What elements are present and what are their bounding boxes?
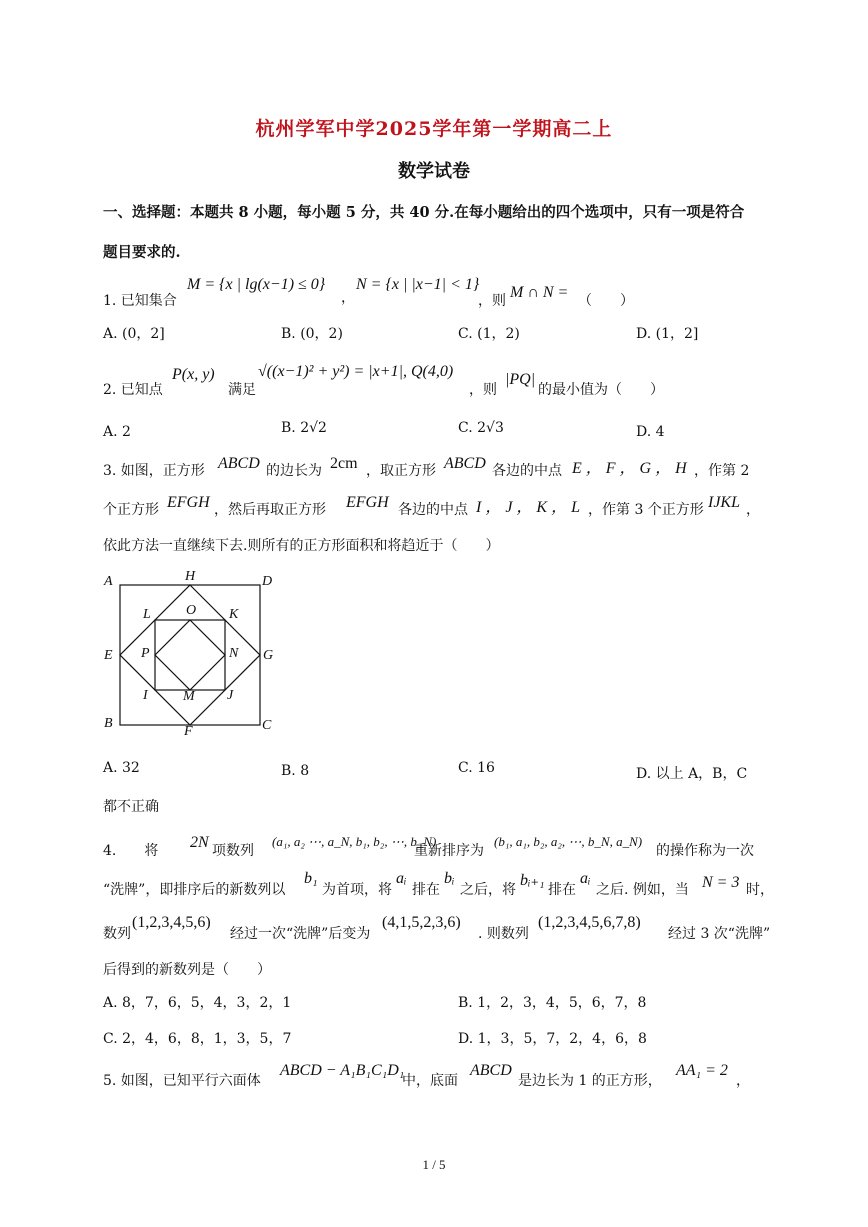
exam-title: 杭州学军中学2025学年第一学期高二上: [255, 118, 613, 140]
q4-line3-a: 数列: [103, 926, 131, 942]
q5-text-c: 是边长为 1 的正方形，: [518, 1073, 662, 1089]
q5-text-a: 5. 如图，已知平行六面体: [103, 1073, 261, 1089]
q4-sequence-original: (a₁, a₂ ⋯, a_N, b₁, b₂, ⋯, b_N): [272, 834, 437, 849]
q5-edge: AA₁ = 2: [676, 1062, 728, 1079]
q4-line4: 后得到的新数列是（ ）: [103, 962, 271, 978]
label-n: N: [229, 646, 239, 661]
q4-b1: b₁: [304, 870, 318, 887]
q3-option-c: C. 16: [458, 760, 495, 776]
label-j: J: [227, 688, 234, 703]
q3-midpoints-efgh: E ， F ， G ， H: [572, 460, 687, 477]
q4-option-d: D. 1，3，5，7，2，4，6，8: [458, 1031, 647, 1047]
q3-square-efgh-2: EFGH: [346, 494, 389, 511]
q1-option-c: C. (1，2): [458, 326, 520, 342]
q4-line3-d: 经过 3 次“洗牌”: [668, 926, 771, 942]
q4-example-result: (4,1,5,2,3,6): [382, 914, 461, 931]
q4-line3-b: 经过一次“洗牌”后变为: [230, 926, 371, 942]
q5-text-b: 中，底面: [402, 1073, 458, 1089]
q4-bi-plus-1: bᵢ₊₁: [520, 872, 545, 889]
q4-line3-c: . 则数列: [478, 926, 529, 942]
q4-line1-a: 4. 将: [103, 843, 159, 859]
q4-bi: bᵢ: [444, 870, 455, 887]
label-o: O: [186, 603, 197, 618]
q3-line2-b: ，然后再取正方形: [214, 502, 326, 518]
q3-square-abcd: ABCD: [218, 455, 260, 472]
q4-line1-d: 的操作称为一次: [656, 843, 754, 859]
q2-suffix: 的最小值为（ ）: [538, 382, 664, 398]
q3-line1-b: 的边长为: [266, 463, 322, 479]
q2-option-c: C. 2√3: [458, 420, 504, 436]
q4-line2-f: 之后. 例如，当: [596, 882, 689, 898]
q5-base: ABCD: [470, 1062, 512, 1079]
q4-option-c: C. 2，4，6，8，1，3，5，7: [103, 1031, 292, 1047]
q4-n-equals-3: N = 3: [702, 874, 740, 891]
q3-line1-e: ，作第 2: [694, 463, 750, 479]
q4-example-sequence: (1,2,3,4,5,6): [132, 914, 211, 931]
q4-2n: 2N: [190, 834, 209, 851]
q3-line2-e: ，: [746, 502, 760, 518]
q3-midpoints-ijkl: I ， J ， K ， L: [476, 499, 581, 516]
q4-option-b: B. 1，2，3，4，5，6，7，8: [458, 995, 647, 1011]
q5-text-d: ，: [736, 1073, 750, 1089]
q2-option-b: B. 2√2: [281, 420, 327, 436]
q1-set-m: M = {x | lg(x−1) ≤ 0}: [187, 276, 326, 293]
q4-line2-a: “洗牌”，即排序后的新数列以: [103, 882, 286, 898]
q4-line2-d: 之后，将: [460, 882, 516, 898]
q3-square-ijkl: IJKL: [708, 494, 740, 511]
q3-square-efgh: EFGH: [167, 494, 210, 511]
q4-line2-e: 排在: [548, 882, 576, 898]
q4-target-sequence: (1,2,3,4,5,6,7,8): [538, 914, 641, 931]
q4-ai-2: aᵢ: [580, 870, 591, 887]
label-m: M: [183, 689, 195, 704]
label-l: L: [143, 607, 151, 622]
square-ijkl: [155, 620, 225, 690]
label-g: G: [263, 648, 274, 663]
q3-line2-d: ，作第 3 个正方形: [588, 502, 704, 518]
q5-solid: ABCD − A₁B₁C₁D₁: [280, 1062, 405, 1079]
q1-mid: ，则: [478, 293, 506, 309]
q4-option-a: A. 8，7，6，5，4，3，2，1: [103, 995, 292, 1011]
label-c: C: [262, 718, 272, 733]
q4-line2-b: 为首项，将: [322, 882, 392, 898]
q2-option-d: D. 4: [636, 424, 665, 440]
q1-option-d: D. (1，2]: [636, 326, 699, 342]
q3-side-length: 2cm: [330, 455, 358, 472]
q3-line1-d: 各边的中点: [492, 463, 562, 479]
q4-line2-c: 排在: [412, 882, 440, 898]
q2-option-a: A. 2: [103, 424, 131, 440]
exam-subtitle: 数学试卷: [398, 161, 470, 182]
q2-mid2: ，则: [469, 382, 497, 398]
label-h: H: [185, 569, 196, 584]
label-k: K: [229, 607, 239, 622]
q2-condition: √((x−1)² + y²) = |x+1|, Q(4,0): [258, 363, 454, 380]
q1-expr: M ∩ N =: [510, 284, 569, 301]
q3-line2-a: 个正方形: [103, 502, 159, 518]
q3-line3: 依此方法一直继续下去.则所有的正方形面积和将趋近于（ ）: [103, 538, 500, 554]
q3-line1-a: 3. 如图，正方形: [103, 463, 205, 479]
q2-pq: |PQ|: [505, 371, 536, 388]
q2-point: P(x, y): [172, 366, 215, 383]
q4-line2-g: 时，: [746, 882, 774, 898]
q1-option-a: A. (0，2]: [103, 326, 165, 342]
q1-set-n: N = {x | |x−1| < 1}: [356, 276, 480, 293]
q1-prefix: 1. 已知集合: [103, 293, 177, 309]
q3-nested-squares-figure: [98, 565, 288, 745]
q3-option-b: B. 8: [281, 763, 310, 779]
label-d: D: [262, 574, 273, 589]
q1-option-b: B. (0，2): [281, 326, 343, 342]
q2-mid1: 满足: [228, 382, 256, 398]
label-p: P: [141, 646, 150, 661]
q4-ai: aᵢ: [396, 870, 407, 887]
q1-blank: （ ）: [578, 293, 634, 309]
label-b: B: [104, 716, 113, 731]
section-heading-line1: 一、选择题：本题共 8 小题，每小题 5 分，共 40 分.在每小题给出的四个选项中，只有一项是符合: [103, 204, 745, 221]
section-heading-line2: 题目要求的.: [103, 244, 181, 261]
q3-line1-c: ，取正方形: [366, 463, 436, 479]
label-a: A: [104, 574, 113, 589]
label-i: I: [143, 688, 148, 703]
q1-sep: ，: [341, 290, 355, 306]
square-mnop: [155, 620, 225, 690]
q4-line1-b: 项数列: [212, 843, 254, 859]
q4-sequence-shuffled: (b₁, a₁, b₂, a₂, ⋯, b_N, a_N): [494, 834, 643, 849]
q3-option-d: D. 以上 A，B，C: [636, 766, 748, 782]
label-e: E: [104, 648, 113, 663]
q3-line2-c: 各边的中点: [398, 502, 468, 518]
q4-line1-c: 重新排序为: [414, 843, 484, 859]
page-number: 1 / 5: [422, 1157, 446, 1172]
q3-option-d-continued: 都不正确: [103, 799, 159, 815]
q2-prefix: 2. 已知点: [103, 382, 163, 398]
q3-square-abcd-2: ABCD: [444, 455, 486, 472]
q3-option-a: A. 32: [103, 760, 140, 776]
label-f: F: [184, 724, 193, 739]
